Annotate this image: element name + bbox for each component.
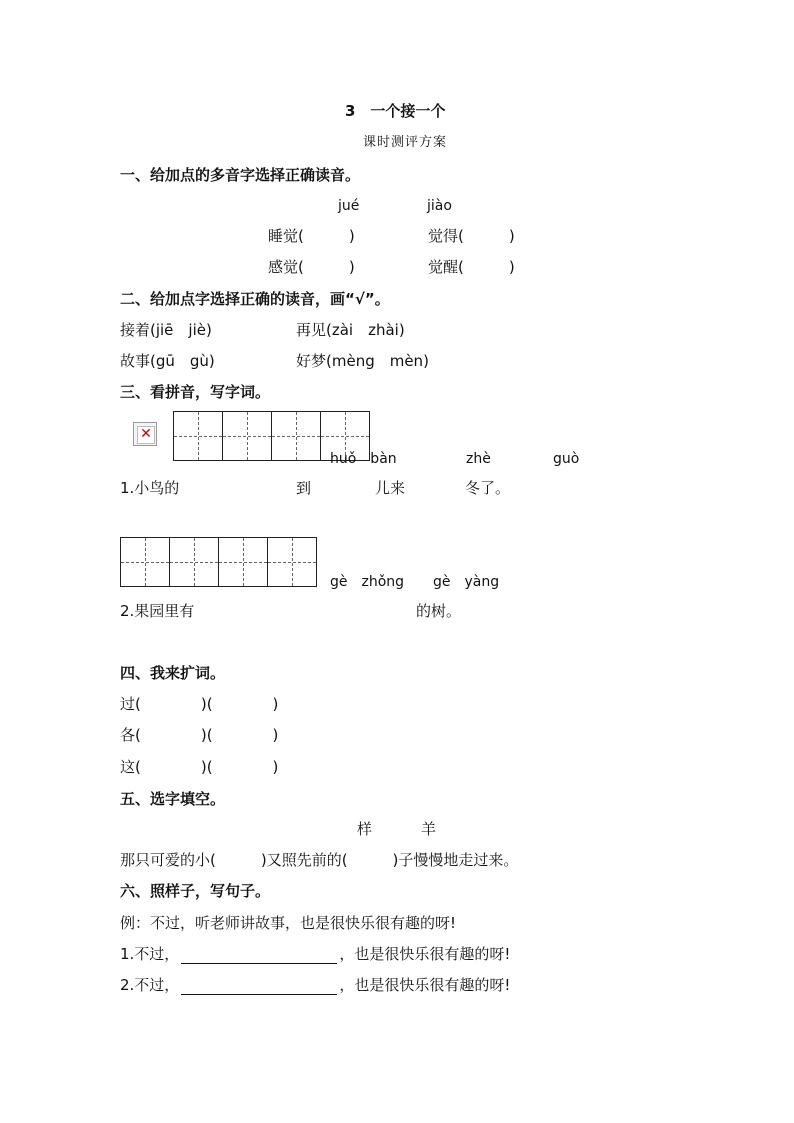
s6-example: 例：不过，听老师讲故事，也是很快乐很有趣的呀! xyxy=(120,914,457,932)
s6-q2-suffix: ，也是很快乐很有趣的呀! xyxy=(339,976,511,994)
section-5-heading: 五、选字填空。 xyxy=(120,790,226,808)
pinyin-jiao: jiào xyxy=(427,198,452,214)
grid-cell[interactable] xyxy=(218,537,268,587)
grid-cell[interactable] xyxy=(267,537,317,587)
s6-q1-prefix: 1.不过， xyxy=(120,945,180,963)
q1-text-b: 到 xyxy=(296,479,312,497)
s2-item-haomeng: 好梦(mèng mèn) xyxy=(296,352,429,370)
q2-text-a: 2.果园里有 xyxy=(120,602,195,620)
q2-pinyin-geyang: gè yàng xyxy=(433,574,500,590)
q1-pinyin-zhe: zhè xyxy=(466,451,491,467)
s4-row-zhe: 这( )( ) xyxy=(120,758,279,776)
q1-text-d: 冬了。 xyxy=(465,479,511,497)
answer-blank[interactable] xyxy=(181,949,337,964)
q2-text-b: 的树。 xyxy=(416,602,462,620)
section-3-heading: 三、看拼音，写字词。 xyxy=(120,383,271,401)
section-6-heading: 六、照样子，写句子。 xyxy=(120,882,271,900)
q1-text-a: 1.小鸟的 xyxy=(120,479,180,497)
s6-q2-prefix: 2.不过， xyxy=(120,976,180,994)
writing-grid-2 xyxy=(120,537,317,587)
s5-option-yang-style: 样 xyxy=(357,820,373,838)
s1-item-ganjue: 感觉( ) xyxy=(268,258,355,276)
s6-question-2 xyxy=(120,975,510,995)
s2-item-gushi: 故事(gū gù) xyxy=(120,352,215,370)
page-title: 3 一个接一个 xyxy=(345,102,446,120)
q1-pinyin-huoban: huǒ bàn xyxy=(330,451,397,467)
s6-question-1 xyxy=(120,944,510,964)
q1-text-c: 儿来 xyxy=(375,479,406,497)
s6-q1-suffix: ，也是很快乐很有趣的呀! xyxy=(339,945,511,963)
q1-pinyin-guo: guò xyxy=(553,451,580,467)
grid-cell[interactable] xyxy=(222,411,272,461)
section-2-heading: 二、给加点字选择正确的读音，画“√”。 xyxy=(120,290,390,308)
s1-item-shuijiao: 睡觉( ) xyxy=(268,227,355,245)
s1-item-juexing: 觉醒( ) xyxy=(428,258,515,276)
grid-cell[interactable] xyxy=(173,411,223,461)
grid-cell[interactable] xyxy=(120,537,170,587)
grid-cell[interactable] xyxy=(169,537,219,587)
s5-sentence: 那只可爱的小( )又照先前的( )子慢慢地走过来。 xyxy=(120,851,519,869)
page-subtitle: 课时测评方案 xyxy=(363,135,448,150)
s2-item-zaijian: 再见(zài zhài) xyxy=(296,321,405,339)
s2-item-jiezhe: 接着(jiē jiè) xyxy=(120,321,212,339)
s1-item-juede: 觉得( ) xyxy=(428,227,515,245)
q2-pinyin-gezhong: gè zhǒng xyxy=(330,574,405,590)
grid-cell[interactable] xyxy=(271,411,321,461)
s4-row-guo: 过( )( ) xyxy=(120,695,279,713)
broken-image-icon: ✕ xyxy=(133,422,157,446)
pinyin-jue: jué xyxy=(338,198,360,214)
s5-option-yang-sheep: 羊 xyxy=(421,820,437,838)
section-1-heading: 一、给加点的多音字选择正确读音。 xyxy=(120,166,361,184)
section-4-heading: 四、我来扩词。 xyxy=(120,664,226,682)
answer-blank[interactable] xyxy=(181,980,337,995)
s4-row-ge: 各( )( ) xyxy=(120,726,279,744)
